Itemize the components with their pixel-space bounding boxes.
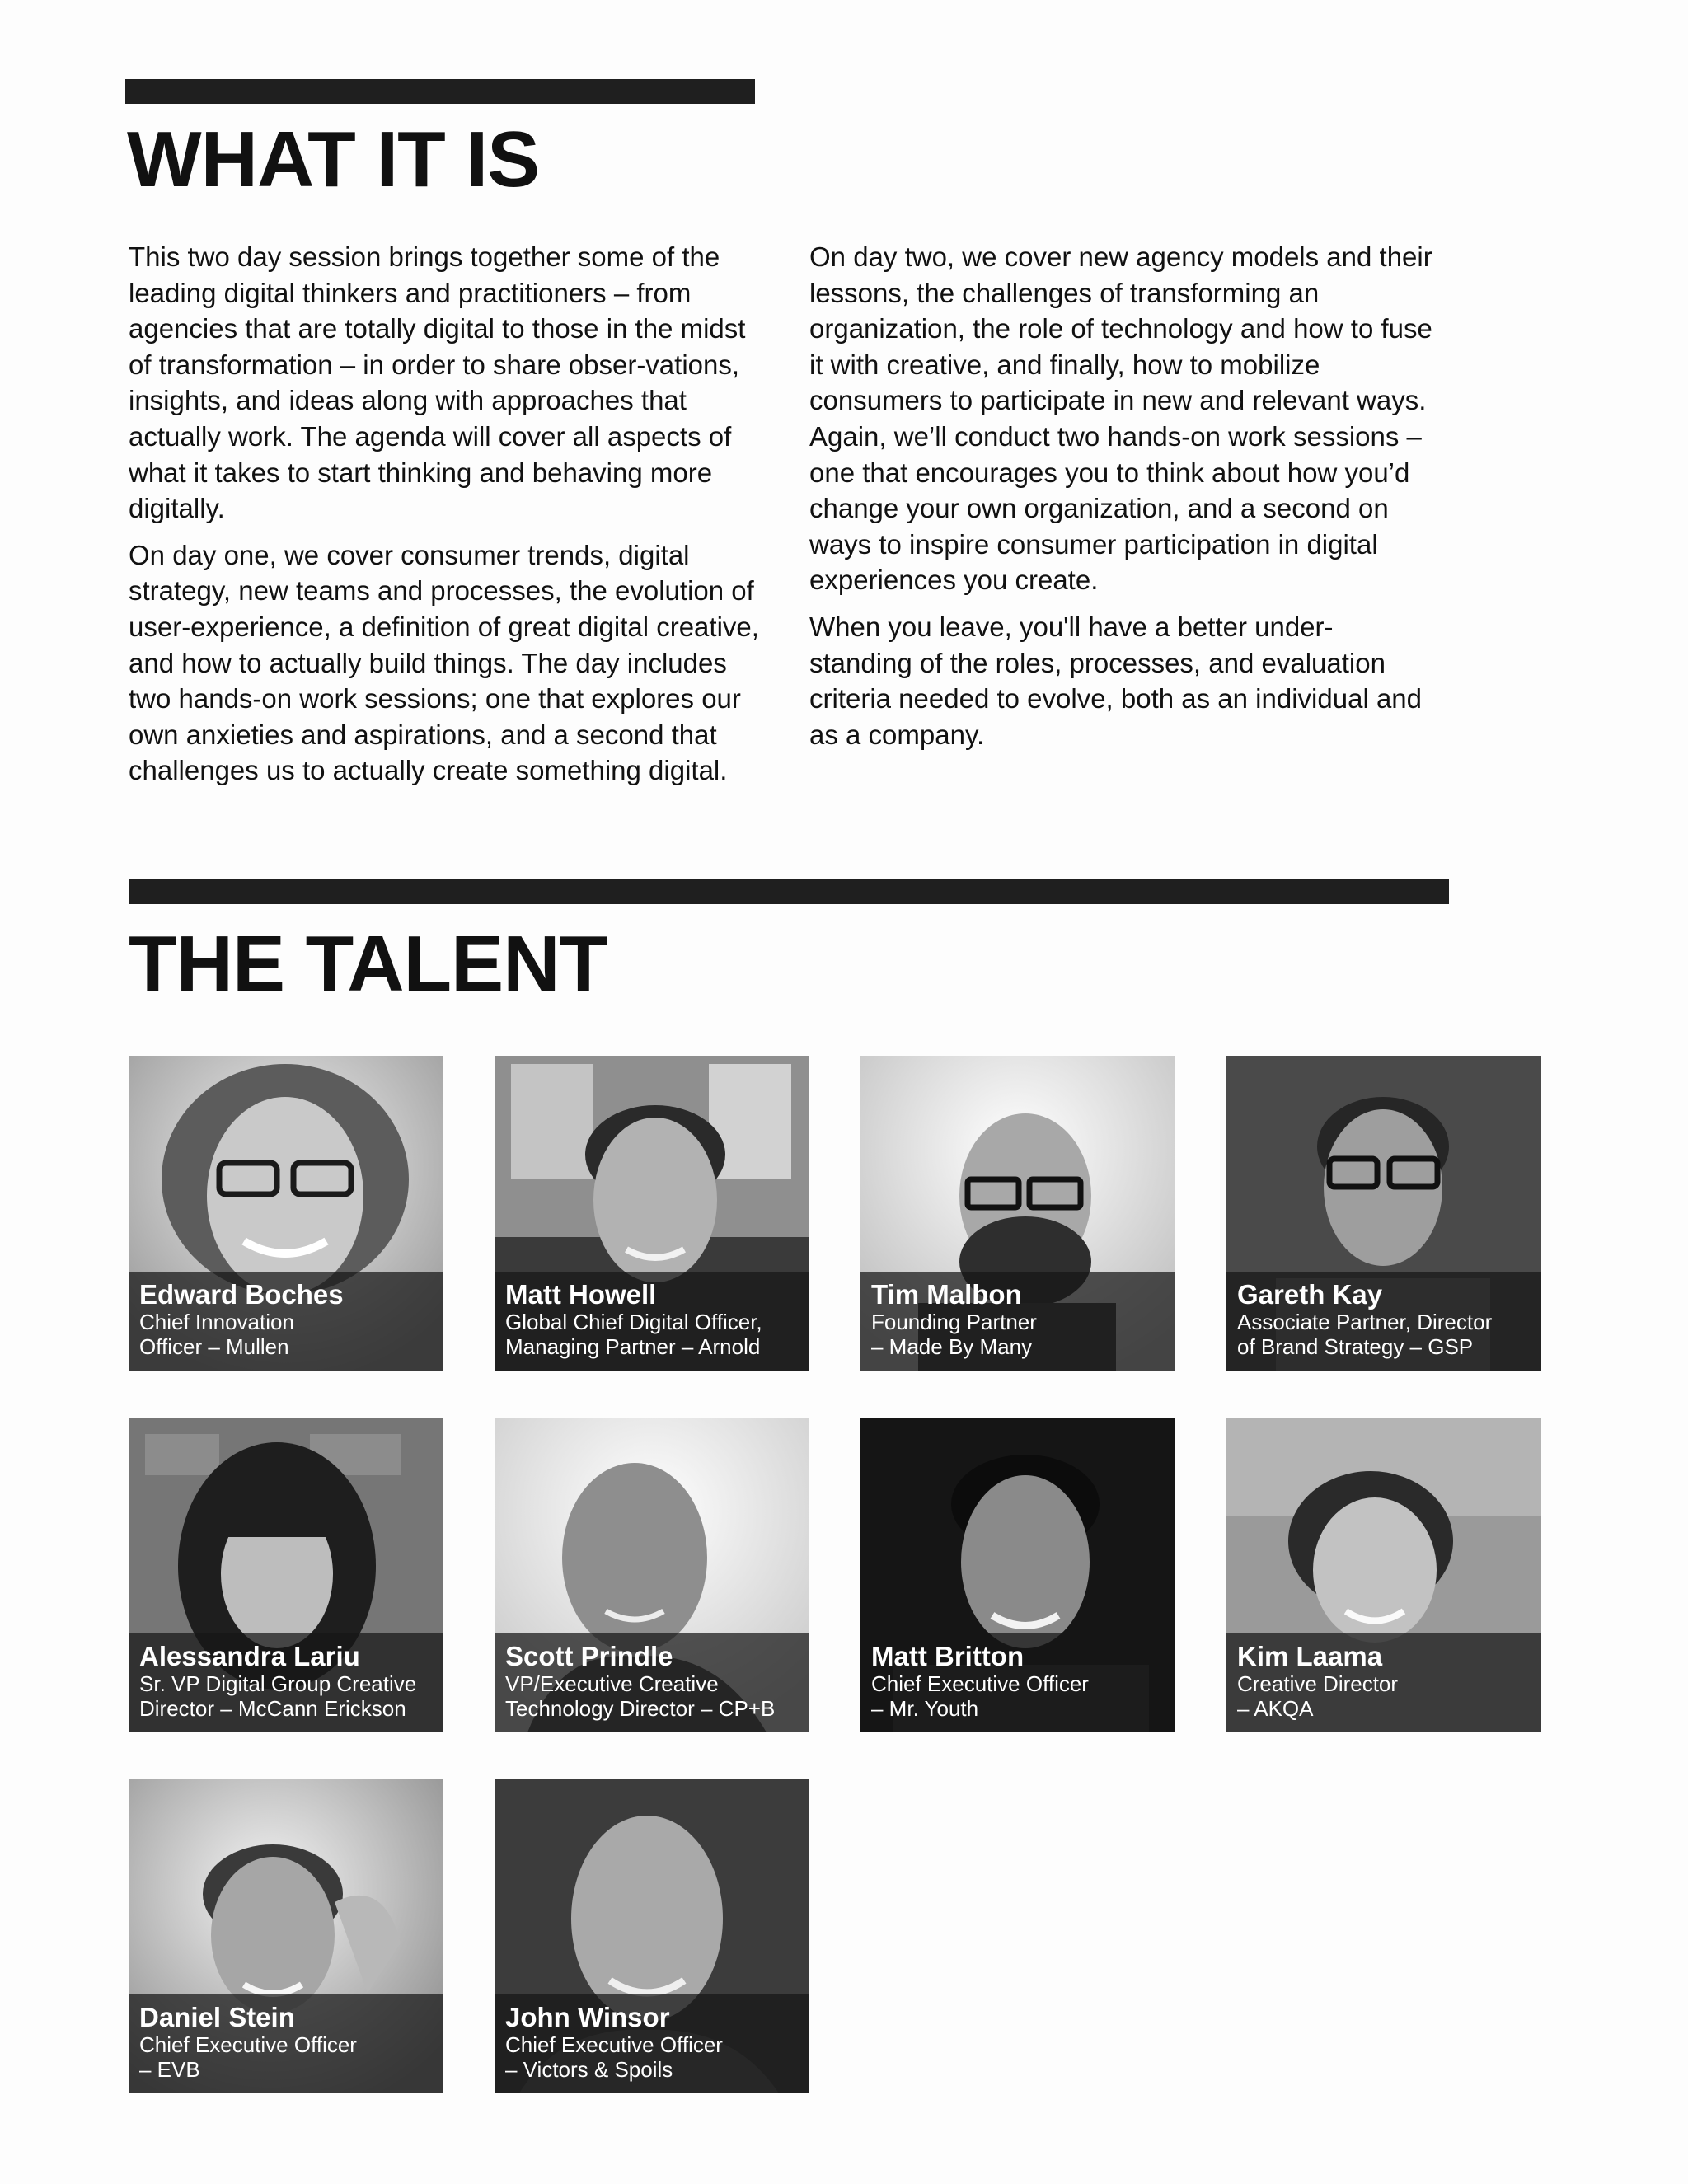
paragraph: When you leave, you'll have a better under-standing of the roles, processes, and evaluation criteria needed to evolve, both as an individual and as a company. <box>809 611 1422 750</box>
talent-caption <box>129 1633 443 1732</box>
paragraph: This two day session brings together some of the leading digital thinkers and practitioners – from agencies that are totally digital to those in the midst of transformation – in order to share obser-vations, insights, and ideas along with approaches that actually work. The agenda will cover all aspects of what it takes to start thinking and behaving more digitally. <box>129 241 746 524</box>
paragraph: On day two, we cover new agency models and their lessons, the challenges of transforming an organization, the role of technology and how to fuse it with creative, and finally, how to mobilize consumers to participate in new and relevant ways. Again, we’ll conduct two hands-on work sessions – one that encourages you to think about how you’d change your own organization, and a second on ways to inspire consumer participation in digital experiences you create. <box>809 241 1432 596</box>
talent-name: Gareth Kay <box>1237 1279 1383 1310</box>
talent-card <box>129 1418 443 1732</box>
talent-card <box>495 1056 809 1371</box>
section-divider-bar <box>129 879 1449 904</box>
talent-caption <box>495 1272 809 1371</box>
talent-role: Creative Director – AKQA <box>1237 1671 1399 1721</box>
talent-role: VP/Executive Creative Technology Director – CP+B <box>505 1671 776 1721</box>
talent-name: Matt Britton <box>871 1641 1025 1671</box>
talent-name: Scott Prindle <box>505 1641 673 1671</box>
text-column-left <box>129 239 763 799</box>
talent-role: Founding Partner – Made By Many <box>871 1310 1037 1359</box>
talent-role: Global Chief Digital Officer, Managing Partner – Arnold <box>505 1310 762 1359</box>
talent-name: John Winsor <box>505 2002 670 2032</box>
paragraph: On day one, we cover consumer trends, digital strategy, new teams and processes, the evolution of user-experience, a definition of great digital creative, and how to actually build things. The day includes two hands-on work sessions; one that explores our own anxieties and aspirations, and a second that challenges us to actually create something digital. <box>129 539 759 786</box>
talent-role: Chief Executive Officer – Mr. Youth <box>871 1671 1089 1721</box>
talent-name: Edward Boches <box>139 1279 344 1310</box>
talent-card <box>495 1779 809 2093</box>
talent-role: Chief Innovation Officer – Mullen <box>139 1310 294 1359</box>
talent-role: Chief Executive Officer – EVB <box>139 2032 357 2082</box>
talent-card <box>1226 1418 1541 1732</box>
talent-card <box>860 1418 1175 1732</box>
talent-role: Chief Executive Officer – Victors & Spoils <box>505 2032 723 2082</box>
talent-caption <box>860 1633 1175 1732</box>
talent-name: Kim Laama <box>1237 1641 1383 1671</box>
talent-caption <box>1226 1633 1541 1732</box>
section-divider-bar <box>125 79 755 104</box>
talent-caption <box>129 1994 443 2093</box>
talent-caption <box>495 1633 809 1732</box>
talent-role: Sr. VP Digital Group Creative Director – McCann Erickson <box>139 1671 417 1721</box>
talent-caption <box>129 1272 443 1371</box>
talent-name: Alessandra Lariu <box>139 1641 360 1671</box>
talent-card <box>860 1056 1175 1371</box>
section-title-what-it-is: WHAT IT IS <box>127 115 540 204</box>
talent-caption <box>860 1272 1175 1371</box>
text-column-right <box>809 239 1436 763</box>
talent-name: Tim Malbon <box>871 1279 1022 1310</box>
section-title-the-talent: THE TALENT <box>129 920 607 1008</box>
talent-role: Associate Partner, Director of Brand Strategy – GSP <box>1237 1310 1493 1359</box>
talent-name: Matt Howell <box>505 1279 657 1310</box>
talent-name: Daniel Stein <box>139 2002 295 2032</box>
talent-card <box>129 1056 443 1371</box>
talent-caption <box>1226 1272 1541 1371</box>
talent-caption <box>495 1994 809 2093</box>
talent-card <box>495 1418 809 1732</box>
talent-card <box>1226 1056 1541 1371</box>
talent-card <box>129 1779 443 2093</box>
